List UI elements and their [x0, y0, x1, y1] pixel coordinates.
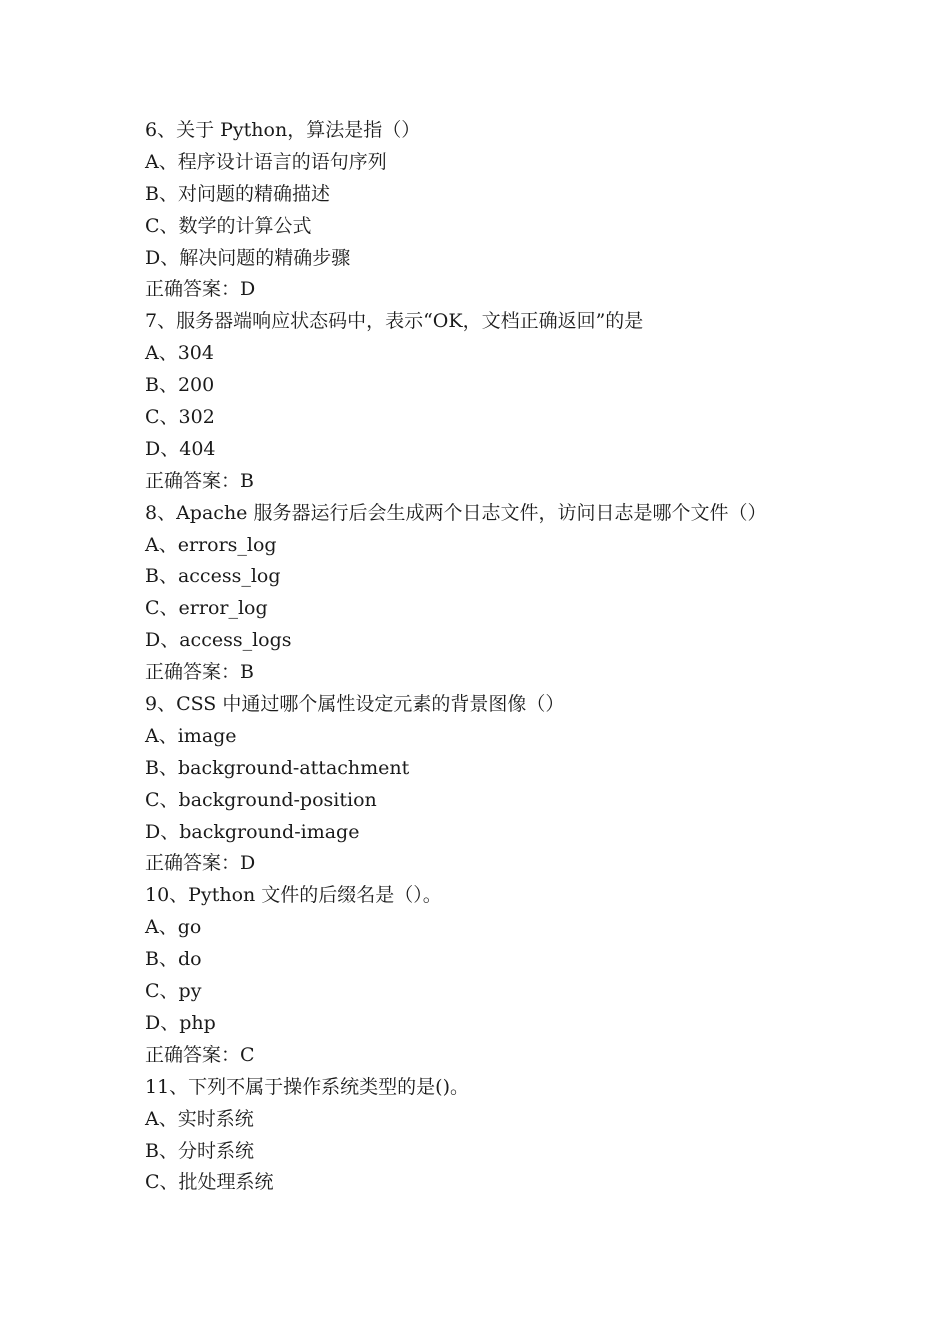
q8-option-d: D、access_logs	[145, 629, 292, 652]
q8-answer: 正确答案：B	[145, 661, 254, 684]
q11-option-b: B、分时系统	[145, 1139, 254, 1162]
q6-option-b: B、对问题的精确描述	[145, 182, 330, 205]
q10-option-c: C、py	[145, 980, 202, 1003]
q7-option-d: D、404	[145, 437, 216, 460]
q6-option-d: D、解决问题的精确步骤	[145, 246, 351, 269]
q7-option-c: C、302	[145, 406, 215, 429]
question-7: 7、服务器端响应状态码中，表示“OK，文档正确返回”的是	[145, 310, 644, 333]
q7-option-a: A、304	[145, 342, 214, 365]
q7-answer: 正确答案：B	[145, 469, 254, 492]
q7-option-b: B、200	[145, 374, 215, 397]
q6-answer: 正确答案：D	[145, 278, 256, 301]
question-11: 11、下列不属于操作系统类型的是()。	[145, 1075, 470, 1098]
q8-option-b: B、access_log	[145, 565, 281, 588]
q10-option-a: A、go	[145, 916, 202, 939]
question-9: 9、CSS 中通过哪个属性设定元素的背景图像（）	[145, 693, 565, 716]
question-10: 10、Python 文件的后缀名是（）。	[145, 884, 442, 907]
q9-answer: 正确答案：D	[145, 852, 256, 875]
q9-option-d: D、background-image	[145, 820, 360, 843]
q9-option-c: C、background-position	[145, 788, 377, 811]
q9-option-b: B、background-attachment	[145, 756, 410, 779]
q8-option-a: A、errors_log	[145, 533, 277, 556]
q11-option-c: C、批处理系统	[145, 1171, 274, 1194]
q10-option-d: D、php	[145, 1011, 216, 1034]
document-page	[145, 115, 845, 1199]
q6-option-a: A、程序设计语言的语句序列	[145, 150, 387, 173]
q9-option-a: A、image	[145, 724, 237, 747]
question-6: 6、关于 Python，算法是指（）	[145, 119, 421, 141]
q8-option-c: C、error_log	[145, 597, 268, 620]
q11-option-a: A、实时系统	[145, 1107, 254, 1130]
q10-answer: 正确答案：C	[145, 1043, 255, 1066]
q6-option-c: C、数学的计算公式	[145, 214, 312, 237]
q10-option-b: B、do	[145, 948, 202, 971]
question-8: 8、Apache 服务器运行后会生成两个日志文件，访问日志是哪个文件（）	[145, 501, 767, 524]
